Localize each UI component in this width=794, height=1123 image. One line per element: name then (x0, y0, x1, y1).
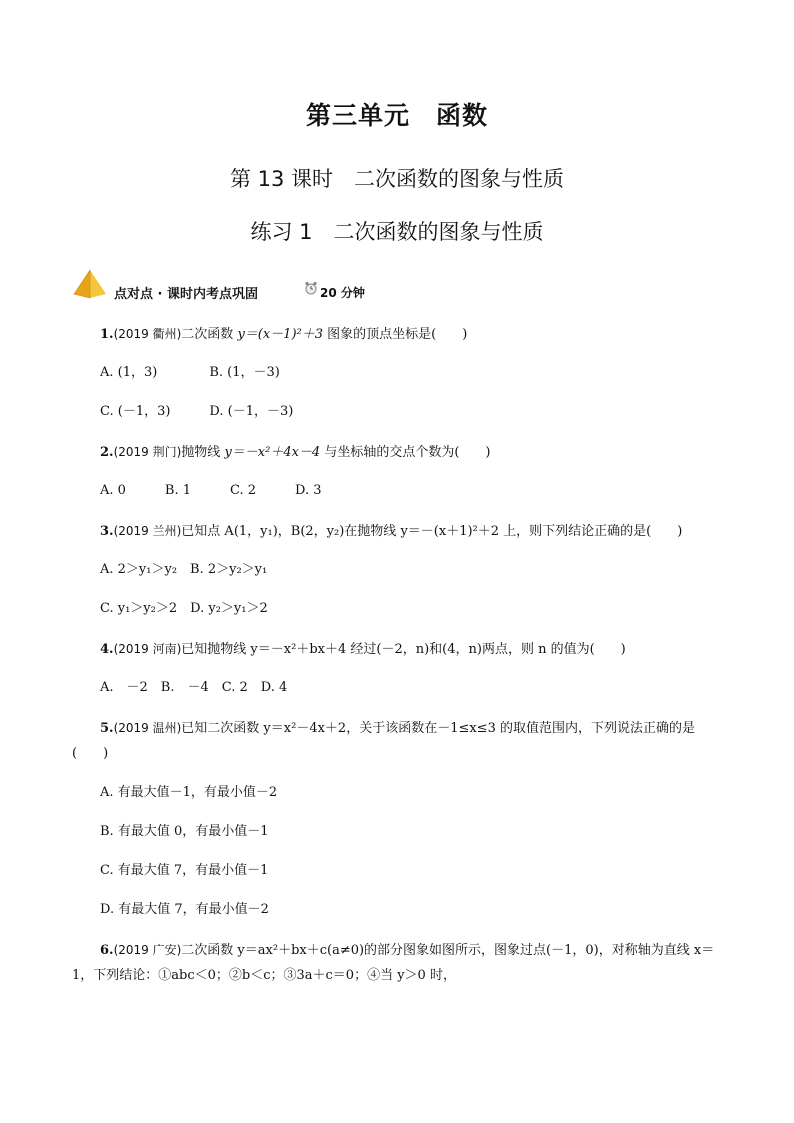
question-formula: y＝－x²＋4x－4 (224, 445, 321, 460)
exercise-title: 练习 1 二次函数的图象与性质 (250, 220, 544, 244)
question-2 (100, 443, 490, 462)
clock-icon (304, 281, 318, 295)
question-stem-tail: 图象的顶点坐标是( ) (323, 327, 468, 342)
question-1 (100, 325, 467, 344)
question-5-option-c: C. 有最大值 7，有最小值－1 (100, 863, 269, 878)
question-6 (100, 941, 714, 960)
question-5-option-d: D. 有最大值 7，有最小值－2 (100, 902, 269, 917)
lesson-title: 第 13 课时 二次函数的图象与性质 (229, 167, 565, 191)
question-stem-tail: 与坐标轴的交点个数为( ) (320, 445, 491, 460)
question-1-options-row1: A. (1，3) B. (1，－3) (100, 365, 280, 380)
section-header (72, 268, 572, 302)
timer-label: 20 分钟 (320, 286, 365, 300)
question-3 (100, 522, 682, 541)
question-number: 6. (100, 943, 114, 958)
question-number: 3. (100, 524, 114, 539)
section-title: 点对点 · 课时内考点巩固 (114, 287, 258, 302)
question-stem: 二次函数 (181, 327, 238, 342)
question-3-options-row2: C. y₁＞y₂＞2 D. y₂＞y₁＞2 (100, 601, 268, 616)
question-5-option-a: A. 有最大值－1，有最小值－2 (100, 785, 278, 800)
question-5-option-b: B. 有最大值 0，有最小值－1 (100, 824, 269, 839)
question-4 (100, 640, 626, 659)
question-stem: 已知二次函数 y＝x²－4x＋2，关于该函数在－1≤x≤3 的取值范围内，下列说法正确的是 (181, 721, 695, 736)
question-source: (2019 河南) (113, 642, 182, 656)
question-number: 1. (100, 327, 114, 342)
question-2-options: A. 0 B. 1 C. 2 D. 3 (100, 483, 322, 498)
question-5-stem-cont: ( ) (72, 746, 109, 761)
unit-title: 第三单元 函数 (305, 101, 488, 130)
question-4-options: A. －2 B. －4 C. 2 D. 4 (100, 680, 288, 695)
question-6-stem-cont: 1，下列结论：①abc＜0；②b＜c；③3a＋c＝0；④当 y＞0 时， (72, 968, 456, 983)
question-number: 2. (100, 445, 114, 460)
question-source: (2019 衢州) (113, 327, 182, 341)
question-3-options-row1: A. 2＞y₁＞y₂ B. 2＞y₂＞y₁ (100, 562, 268, 577)
question-5 (100, 719, 695, 738)
question-source: (2019 兰州) (113, 524, 182, 538)
question-stem: 已知点 A(1，y₁)，B(2，y₂)在抛物线 y＝－(x＋1)²＋2 上，则下列结论正确的是( ) (181, 524, 683, 539)
question-formula: y＝(x－1)²＋3 (237, 327, 324, 342)
question-number: 4. (100, 642, 114, 657)
question-stem: 二次函数 y＝ax²＋bx＋c(a≠0)的部分图象如图所示，图象过点(－1，0)，对称轴为直线 x＝ (181, 943, 715, 958)
question-source: (2019 广安) (113, 943, 182, 957)
question-1-options-row2: C. (－1，3) D. (－1，－3) (100, 404, 294, 419)
question-number: 5. (100, 721, 114, 736)
question-stem: 抛物线 (181, 445, 225, 460)
question-stem: 已知抛物线 y＝－x²＋bx＋4 经过(－2，n)和(4，n)两点，则 n 的值为( ) (181, 642, 626, 657)
question-source: (2019 荆门) (113, 445, 182, 459)
pyramid-icon (72, 268, 108, 300)
question-source: (2019 温州) (113, 721, 182, 735)
